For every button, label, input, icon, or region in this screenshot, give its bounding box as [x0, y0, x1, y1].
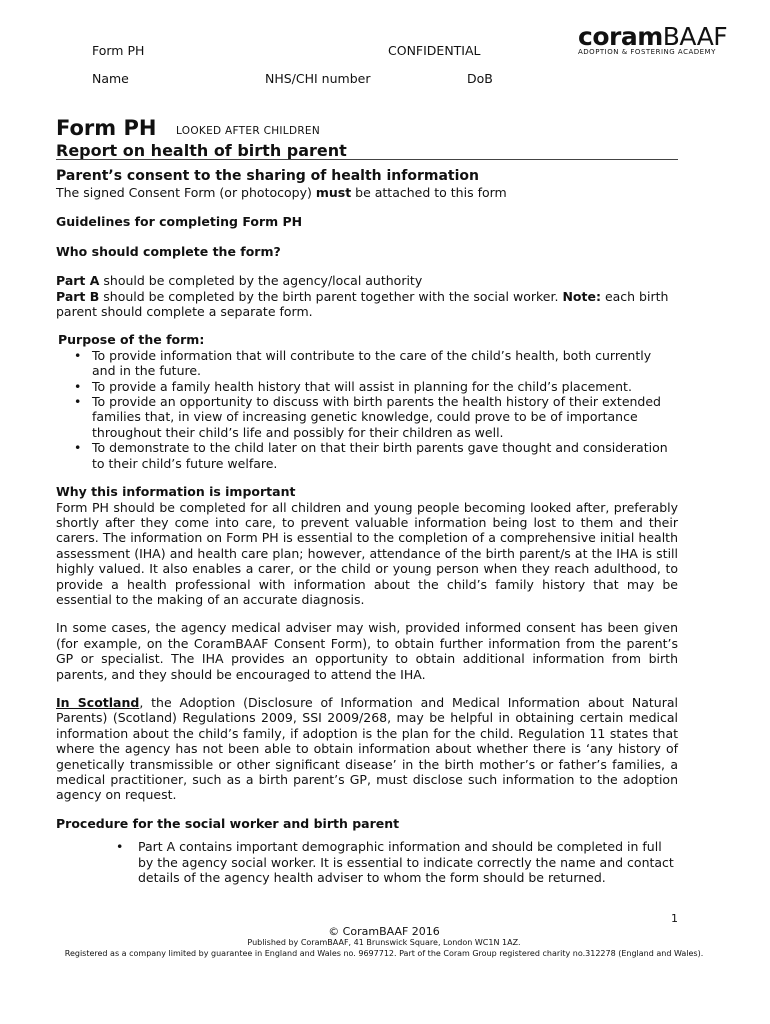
footer-registered: Registered as a company limited by guarantee in England and Wales no. 9697712. Part of the Coram Group registered charity no.312278 (England and Wales).	[64, 948, 704, 958]
consent-heading: Parent’s consent to the sharing of health information	[56, 168, 480, 184]
consent-text	[56, 185, 678, 200]
why-paragraph-1: Form PH should be completed for all children and young people becoming looked after, preferably shortly after they come into care, to prevent valuable information being lost to them and their carers. The information on Form PH is essential to the completion of a comprehensive initial health assessment (IHA) and health care plan; however, attendance of the birth parent/s at the IHA is still highly valued. It also enables a carer, or the child or young person when they reach adulthood, to provide a health professional with information about the child’s family history that may be essential to the making of an accurate diagnosis.	[56, 499, 678, 607]
procedure-heading: Procedure for the social worker and birth parent	[56, 815, 400, 831]
footer-copyright: © CoramBAAF 2016	[328, 925, 440, 938]
part-b-text: should be completed by the birth parent together with the social worker.	[99, 288, 563, 304]
logo-subtitle: ADOPTION & FOSTERING ACADEMY	[578, 48, 716, 56]
form-subtitle: Report on health of birth parent	[56, 141, 347, 160]
purpose-list	[56, 348, 678, 471]
part-a-label: Part A	[56, 273, 100, 289]
why-paragraph-2: In some cases, the agency medical adviser may wish, provided informed consent has been given (for example, on the CoramBAAF Consent Form), to obtain further information from the parent’s GP or specialist. The IHA provides an opportunity to obtain additional information from birth parents, and they should be encouraged to attend the IHA.	[56, 620, 678, 682]
part-a-text: should be completed by the agency/local authority	[99, 273, 423, 289]
list-item: • Part A contains important demographic information and should be completed in full by the agency social worker. It is essential to indicate correctly the name and contact details of the agency health adviser to whom the form should be returned.	[138, 839, 678, 885]
list-item: • To demonstrate to the child later on that their birth parents gave thought and consideration to their child’s future welfare.	[92, 440, 678, 471]
why-paragraph-3	[56, 695, 678, 803]
page-footer	[56, 925, 712, 959]
guidelines-heading: Guidelines for completing Form PH	[56, 214, 303, 230]
note-text: each birth parent should complete a separate form.	[56, 288, 669, 320]
dob-field-label: DoB	[467, 71, 493, 86]
list-item: • To provide a family health history that will assist in planning for the child’s placement.	[92, 379, 678, 394]
part-b-label: Part B	[56, 288, 100, 304]
name-field-label: Name	[92, 71, 129, 86]
consent-text-pre: The signed Consent Form (or photocopy)	[56, 185, 316, 200]
logo-bold-text: coram	[578, 22, 663, 51]
form-category-tag: LOOKED AFTER CHILDREN	[176, 125, 321, 137]
note-label: Note:	[562, 288, 601, 304]
purpose-heading: Purpose of the form:	[58, 332, 205, 348]
consent-text-bold: must	[315, 185, 352, 200]
why-heading: Why this information is important	[56, 484, 296, 500]
part-a-line	[56, 273, 678, 288]
header-form-label: Form PH	[92, 43, 145, 58]
procedure-list	[56, 839, 678, 885]
list-item: • To provide an opportunity to discuss with birth parents the health history of their extended families that, in view of increasing genetic knowledge, could prove to be of importance throughout their child’s life and possibly for their children as well.	[92, 394, 678, 440]
confidential-label: CONFIDENTIAL	[388, 43, 481, 58]
logo-light-text: BAAF	[662, 22, 728, 51]
list-item: • To provide information that will contribute to the care of the child’s health, both currently and in the future.	[92, 348, 678, 379]
title-divider	[56, 159, 678, 160]
footer-published: Published by CoramBAAF, 41 Brunswick Square, London WC1N 1AZ.	[247, 938, 521, 947]
document-body	[56, 168, 678, 885]
part-b-line	[56, 289, 678, 320]
form-title: Form PH	[56, 116, 157, 140]
nhs-field-label: NHS/CHI number	[265, 71, 371, 86]
who-heading: Who should complete the form?	[56, 243, 281, 259]
consent-text-post: be attached to this form	[351, 185, 507, 200]
scotland-text: , the Adoption (Disclosure of Information and Medical Information about Natural Parents) (Scotland) Regulations 2009, SSI 2009/268, may be helpful in obtaining certain medical information about the child’s family, if adoption is the plan for the child. Regulation 11 states that where the agency has not been able to obtain information about whether there is ‘any history of genetically transmissible or other significant disease’ in the birth mother’s or father’s families, a medical practitioner, such as a birth parent’s GP, must disclose such information to the adoption agency on request.	[56, 694, 678, 803]
scotland-lead: In Scotland	[56, 694, 140, 710]
corambaaf-logo	[578, 24, 753, 56]
page-number: 1	[671, 912, 678, 925]
